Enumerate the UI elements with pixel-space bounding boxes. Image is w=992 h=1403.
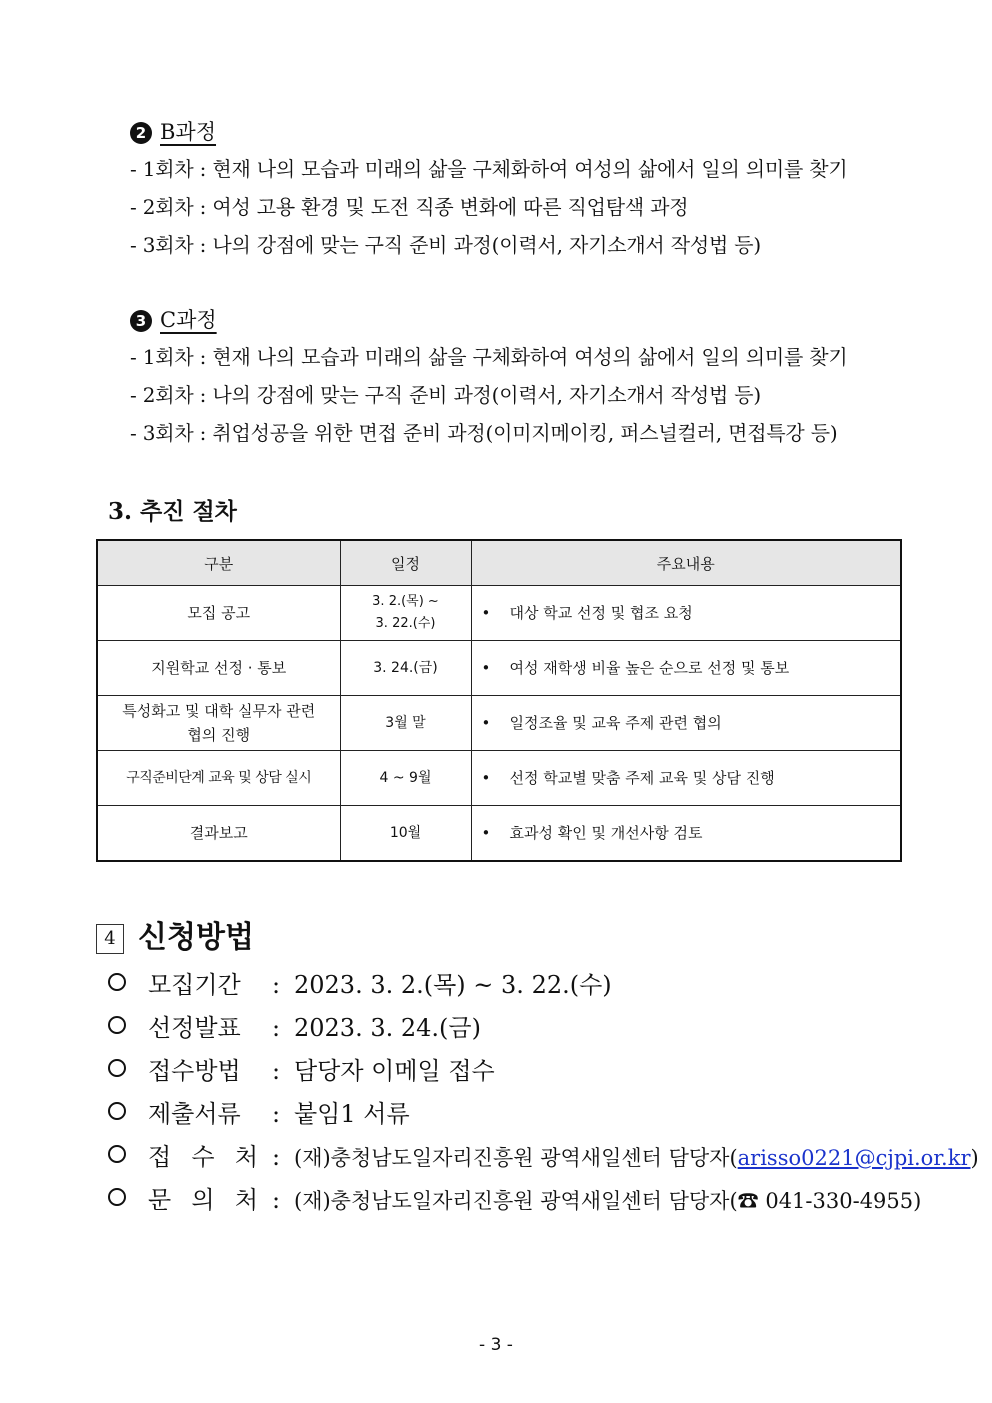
category-cell: 특성화고 및 대학 실무자 관련 협의 진행 (97, 696, 340, 751)
circle-bullet-icon (108, 1016, 126, 1034)
apply-item (108, 965, 612, 1000)
page-number: - 3 - (479, 1335, 513, 1355)
content-cell: • 대상 학교 선정 및 협조 요청 (471, 586, 901, 641)
apply-item (108, 1137, 979, 1172)
course-name: C과정 (160, 308, 217, 332)
circled-number-icon: 2 (130, 122, 152, 144)
apply-label: 접수방법 (148, 1057, 241, 1085)
category-cell: 구직준비단계 교육 및 상담 실시 (97, 751, 340, 806)
schedule-cell: 3월 말 (340, 696, 471, 751)
colon: : (271, 1143, 281, 1171)
circle-bullet-icon (108, 1145, 126, 1163)
column-header: 주요내용 (471, 540, 901, 586)
table-row (97, 586, 901, 641)
content-cell: • 여성 재학생 비율 높은 순으로 선정 및 통보 (471, 641, 901, 696)
colon: : (271, 1057, 281, 1085)
schedule-cell: 10월 (340, 806, 471, 862)
table-row (97, 696, 901, 751)
circled-number-icon: 3 (130, 310, 152, 332)
bullet-icon: • (481, 769, 491, 787)
apply-value: (재)충청남도일자리진흥원 광역새일센터 담당자(☎ 041-330-4955) (294, 1189, 922, 1213)
apply-value: 2023. 3. 24.(금) (294, 1014, 481, 1042)
table-row (97, 751, 901, 806)
colon: : (271, 971, 281, 999)
circle-bullet-icon (108, 1059, 126, 1077)
circle-bullet-icon (108, 1102, 126, 1120)
circle-bullet-icon (108, 973, 126, 991)
apply-label: 접 수 처 (148, 1143, 258, 1171)
course-c-heading (130, 304, 217, 334)
content-cell: • 효과성 확인 및 개선사항 검토 (471, 806, 901, 862)
bullet-icon: • (481, 714, 491, 732)
schedule-cell: 3. 2.(목) ~ 3. 22.(수) (340, 586, 471, 641)
phone-number: 041-330-4955 (758, 1189, 914, 1213)
apply-value: 담당자 이메일 접수 (294, 1057, 495, 1085)
course-line: - 1회차 : 현재 나의 모습과 미래의 삶을 구체화하여 여성의 삶에서 일의 의미를 찾기 (130, 345, 848, 369)
course-line: - 2회차 : 여성 고용 환경 및 도전 직종 변화에 따른 직업탐색 과정 (130, 195, 689, 219)
course-line: - 1회차 : 현재 나의 모습과 미래의 삶을 구체화하여 여성의 삶에서 일의 의미를 찾기 (130, 157, 848, 181)
table-header-row (97, 540, 901, 586)
section-3-title: 3. 추진 절차 (108, 498, 237, 525)
apply-label: 제출서류 (148, 1100, 241, 1128)
apply-value: 2023. 3. 2.(목) ~ 3. 22.(수) (294, 971, 612, 999)
category-cell: 지원학교 선정 · 통보 (97, 641, 340, 696)
bullet-icon: • (481, 659, 491, 677)
category-cell: 결과보고 (97, 806, 340, 862)
column-header: 구분 (97, 540, 340, 586)
category-cell: 모집 공고 (97, 586, 340, 641)
phone-icon: ☎ (737, 1189, 759, 1213)
schedule-cell: 4 ~ 9월 (340, 751, 471, 806)
email-link[interactable]: arisso0221@cjpi.or.kr (737, 1146, 971, 1170)
section-number-box: 4 (96, 924, 124, 954)
bullet-icon: • (481, 824, 491, 842)
circle-bullet-icon (108, 1188, 126, 1206)
apply-value: (재)충청남도일자리진흥원 광역새일센터 담당자(arisso0221@cjpi.or.kr) (294, 1146, 979, 1170)
bullet-icon: • (481, 604, 491, 622)
colon: : (271, 1014, 281, 1042)
procedure-table (96, 539, 902, 862)
colon: : (271, 1186, 281, 1214)
course-line: - 3회차 : 나의 강점에 맞는 구직 준비 과정(이력서, 자기소개서 작성법 등) (130, 233, 761, 257)
course-line: - 3회차 : 취업성공을 위한 면접 준비 과정(이미지메이킹, 퍼스널컬러, 면접특강 등) (130, 421, 838, 445)
course-b-heading (130, 116, 216, 146)
content-cell: • 일정조율 및 교육 주제 관련 협의 (471, 696, 901, 751)
column-header: 일정 (340, 540, 471, 586)
content-cell: • 선정 학교별 맞춤 주제 교육 및 상담 진행 (471, 751, 901, 806)
course-name: B과정 (160, 120, 217, 144)
colon: : (271, 1100, 281, 1128)
section-4-heading (96, 912, 254, 956)
table-row (97, 806, 901, 862)
apply-item (108, 1180, 921, 1215)
apply-label: 선정발표 (148, 1014, 241, 1042)
course-line: - 2회차 : 나의 강점에 맞는 구직 준비 과정(이력서, 자기소개서 작성법 등) (130, 383, 761, 407)
apply-label: 문 의 처 (148, 1186, 258, 1214)
apply-item (108, 1008, 481, 1043)
apply-value: 붙임1 서류 (294, 1100, 410, 1128)
apply-item (108, 1051, 495, 1086)
apply-label: 모집기간 (148, 971, 241, 999)
section-4-title: 신청방법 (138, 920, 254, 955)
apply-item (108, 1094, 410, 1129)
table-row (97, 641, 901, 696)
schedule-cell: 3. 24.(금) (340, 641, 471, 696)
